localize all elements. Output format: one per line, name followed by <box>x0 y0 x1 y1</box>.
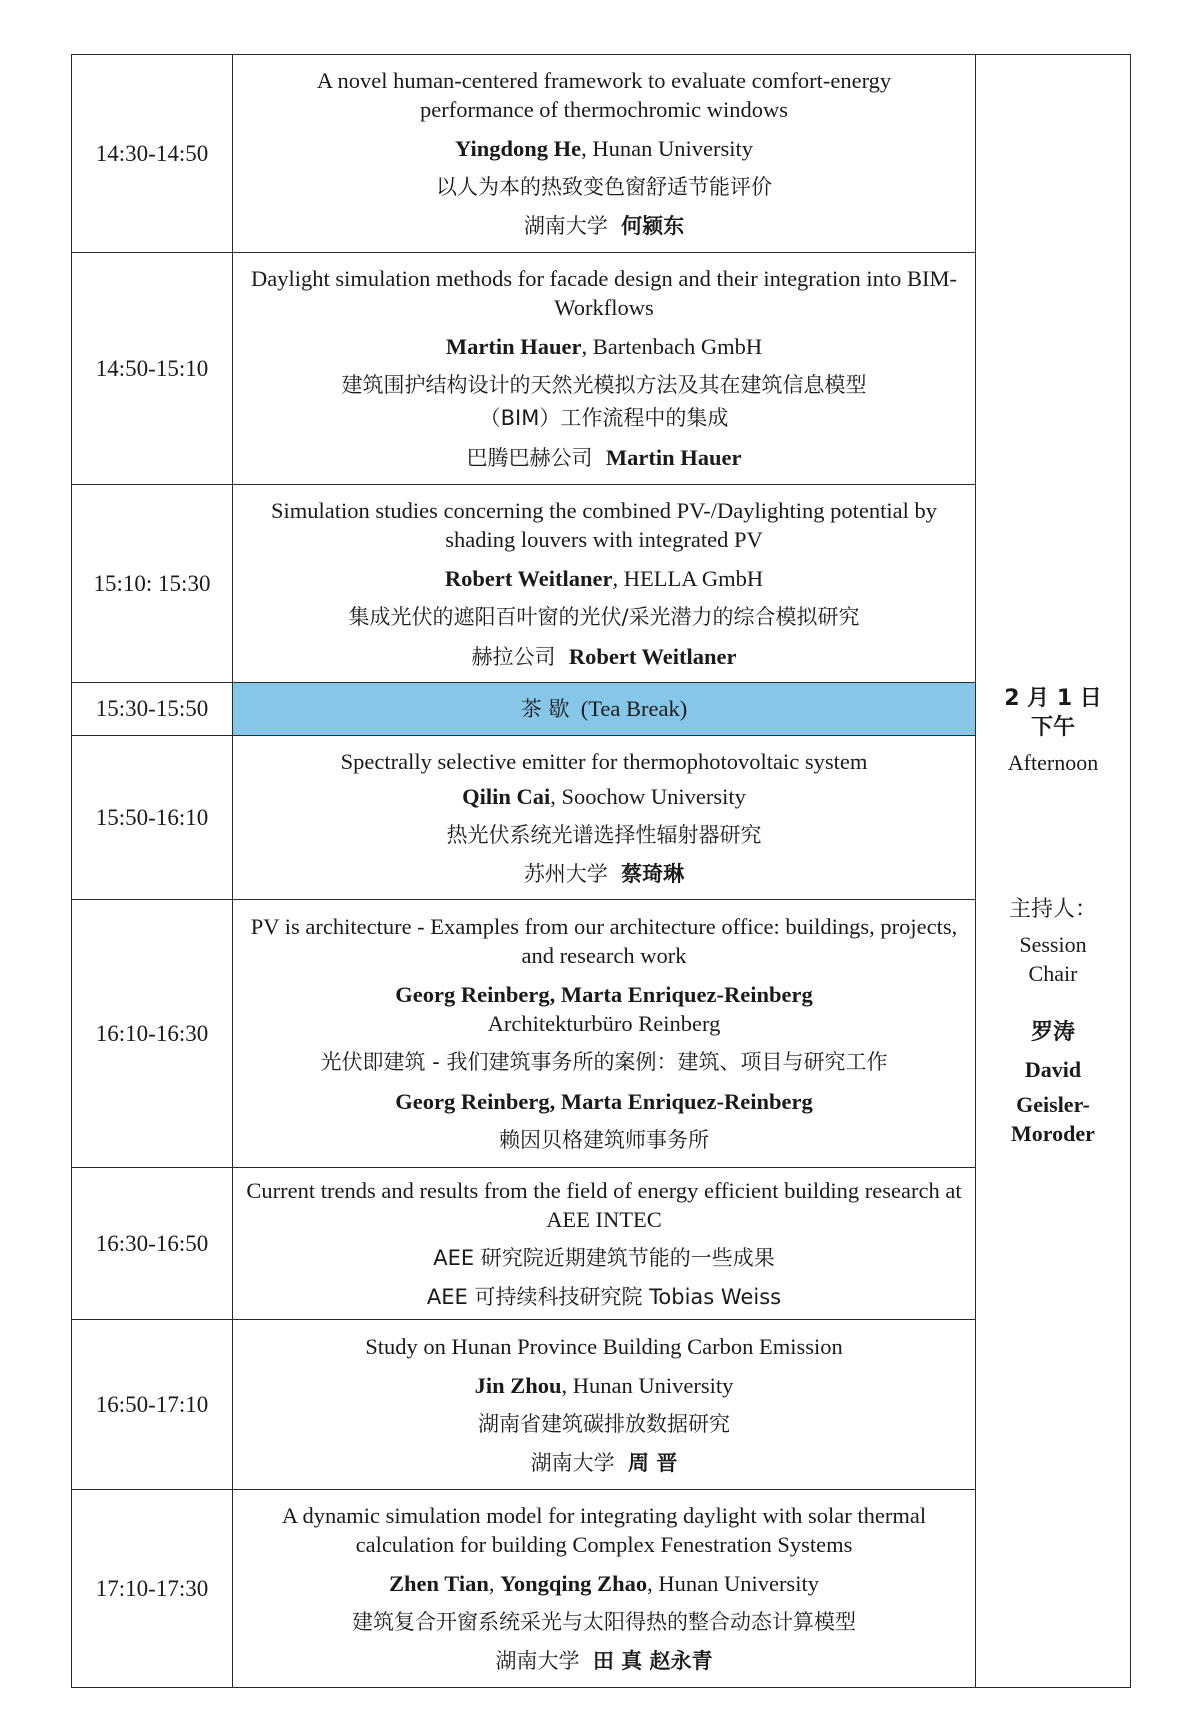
talk-speaker-zh <box>233 1449 975 1478</box>
break-row <box>72 683 1131 736</box>
speaker-separator: , <box>488 1571 501 1596</box>
speaker-name: Georg Reinberg, Marta Enriquez-Reinberg <box>395 1089 813 1114</box>
speaker-name-zh: Robert Weitlaner <box>568 643 737 669</box>
talk-title: Simulation studies concerning the combined PV-/Daylighting potential by shading louvers with integrated PV <box>271 497 937 552</box>
talk-speaker-zh <box>233 860 975 889</box>
session-row <box>72 1490 1131 1688</box>
affiliation-zh: 赖因贝格建筑师事务所 <box>499 1128 709 1152</box>
speaker-name: Qilin Cai <box>462 783 551 809</box>
speaker-affiliation: , Hunan University <box>647 1571 819 1596</box>
schedule-table <box>71 54 1131 1688</box>
speaker-name: Georg Reinberg, Marta Enriquez-Reinberg <box>395 982 813 1007</box>
talk-cell <box>233 1168 976 1320</box>
time-slot: 16:50-17:10 <box>72 1320 233 1490</box>
talk-cell <box>233 736 976 900</box>
session-row <box>72 1320 1131 1490</box>
chair-label-zh: 主持人： <box>1008 897 1097 922</box>
talk-speaker-zh <box>233 443 975 473</box>
time-slot: 17:10-17:30 <box>72 1490 233 1688</box>
talk-title: Spectrally selective emitter for thermophotovoltaic system <box>340 748 868 774</box>
session-row <box>72 900 1131 1168</box>
talk-title-zh: 热光伏系统光谱选择性辐射器研究 <box>446 822 762 847</box>
speaker-name: Jin Zhou <box>474 1372 562 1398</box>
affiliation-zh: 湖南大学 <box>495 1649 580 1673</box>
speaker-affiliation: , Soochow University <box>550 783 746 809</box>
chair-label-en-line1: Session <box>1019 932 1087 957</box>
speaker-name: Robert Weitlaner <box>444 565 613 591</box>
time-slot: 15:30-15:50 <box>72 683 233 736</box>
session-row <box>72 253 1131 485</box>
talk-cell <box>233 485 976 683</box>
speaker-affiliation: , HELLA GmbH <box>612 565 764 591</box>
tea-break-cell <box>233 683 976 736</box>
talk-speaker-zh: AEE 可持续科技研究院 Tobias Weiss <box>426 1284 782 1309</box>
talk-title: Study on Hunan Province Building Carbon Emission <box>365 1333 843 1359</box>
talk-speaker-zh <box>233 642 975 672</box>
speaker-name: Yingdong He <box>455 136 582 161</box>
speaker-name-2: Yongqing Zhao <box>500 1571 648 1596</box>
chair-name-en-line2: Geisler- <box>1016 1092 1090 1117</box>
session-row <box>72 736 1131 900</box>
talk-cell <box>233 1490 976 1688</box>
speaker-name-zh: 何颍东 <box>621 214 685 238</box>
affiliation-zh: 苏州大学 <box>523 861 608 886</box>
talk-title: A novel human-centered framework to evaluate comfort-energy performance of thermochromic windows <box>316 68 892 122</box>
chair-label-en-line2: Chair <box>1028 961 1078 986</box>
speaker-affiliation: , Hunan University <box>561 1372 734 1398</box>
time-slot: 15:50-16:10 <box>72 736 233 900</box>
chair-name-zh: 罗涛 <box>1030 1020 1075 1045</box>
session-row <box>72 1168 1131 1320</box>
speaker-name-zh: Martin Hauer <box>605 445 742 470</box>
speaker-name-zh: 周 晋 <box>628 1450 678 1475</box>
talk-title-zh-line2: （BIM）工作流程中的集成 <box>479 406 729 430</box>
talk-cell <box>233 900 976 1168</box>
affiliation-zh: 湖南大学 <box>523 214 608 238</box>
speaker-name-zh: 田 真 赵永青 <box>592 1649 713 1673</box>
talk-title: Daylight simulation methods for facade design and their integration into BIM-Workflows <box>250 266 958 320</box>
affiliation-zh: 赫拉公司 <box>471 644 556 669</box>
speaker-name: Martin Hauer <box>445 334 582 359</box>
talk-speaker <box>233 1569 975 1598</box>
session-info-cell <box>976 55 1131 1688</box>
session-row <box>72 485 1131 683</box>
talk-title-zh: 光伏即建筑 - 我们建筑事务所的案例：建筑、项目与研究工作 <box>320 1050 888 1074</box>
time-slot: 16:30-16:50 <box>72 1168 233 1320</box>
talk-cell <box>233 55 976 253</box>
chair-name-en-line1: David <box>1024 1057 1082 1082</box>
time-slot: 14:30-14:50 <box>72 55 233 253</box>
speaker-name: Zhen Tian <box>389 1571 489 1596</box>
talk-title: A dynamic simulation model for integrating daylight with solar thermal calculation for building Complex Fenestration Systems <box>281 1503 927 1557</box>
talk-speaker <box>233 332 975 361</box>
time-slot: 15:10: 15:30 <box>72 485 233 683</box>
chair-name-en-line3: Moroder <box>1011 1121 1095 1146</box>
time-slot: 16:10-16:30 <box>72 900 233 1168</box>
talk-title-zh: 建筑复合开窗系统采光与太阳得热的整合动态计算模型 <box>352 1610 856 1634</box>
speaker-organization: Architekturbüro Reinberg <box>487 1011 721 1036</box>
talk-speaker <box>233 1371 975 1400</box>
talk-title: Current trends and results from the field of energy efficient building research at AEE INTEC <box>246 1177 962 1232</box>
talk-title-zh: 集成光伏的遮阳百叶窗的光伏/采光潜力的综合模拟研究 <box>348 604 860 629</box>
speaker-name-zh: 蔡琦琳 <box>621 861 685 886</box>
talk-speaker <box>233 782 975 811</box>
talk-speaker <box>233 980 975 1009</box>
session-period-en: Afternoon <box>1007 750 1099 775</box>
talk-title-zh: 以人为本的热致变色窗舒适节能评价 <box>436 175 772 199</box>
talk-speaker-repeat <box>233 1087 975 1116</box>
affiliation-zh: 湖南大学 <box>530 1450 615 1475</box>
talk-speaker <box>233 564 975 593</box>
talk-title: PV is architecture - Examples from our architecture office: buildings, projects, and research work <box>250 914 958 968</box>
speaker-affiliation: , Hunan University <box>581 136 753 161</box>
time-slot: 14:50-15:10 <box>72 253 233 485</box>
break-label-zh: 茶 歇 <box>520 697 570 721</box>
talk-speaker <box>233 134 975 163</box>
talk-cell <box>233 1320 976 1490</box>
talk-title-zh: 建筑围护结构设计的天然光模拟方法及其在建筑信息模型 <box>341 373 867 397</box>
session-period-zh: 下午 <box>1030 715 1075 740</box>
session-row <box>72 55 1131 253</box>
talk-speaker-zh <box>233 212 975 241</box>
talk-title-zh: AEE 研究院近期建筑节能的一些成果 <box>433 1245 775 1270</box>
talk-speaker-zh <box>233 1647 975 1676</box>
affiliation-zh: 巴腾巴赫公司 <box>466 446 593 470</box>
speaker-affiliation: , Bartenbach GmbH <box>581 334 763 359</box>
talk-title-zh: 湖南省建筑碳排放数据研究 <box>478 1411 730 1436</box>
break-label-en: (Tea Break) <box>580 696 688 721</box>
talk-cell <box>233 253 976 485</box>
session-date: 2 月 1 日 <box>1004 686 1102 711</box>
